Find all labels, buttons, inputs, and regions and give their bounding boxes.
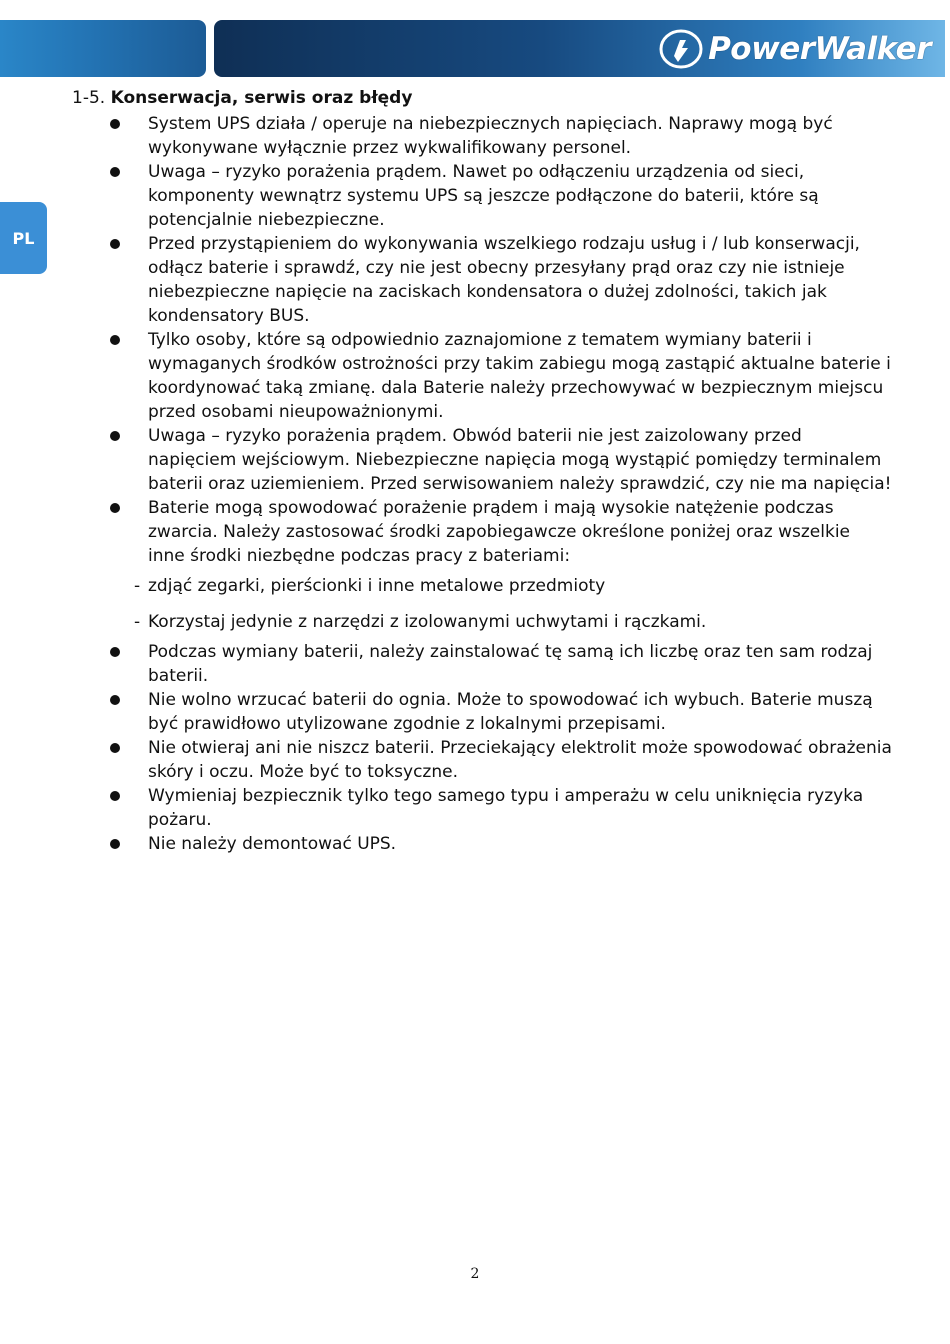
- section-number: 1-5.: [72, 88, 106, 108]
- list-item: [72, 328, 892, 424]
- list-item: [72, 784, 892, 832]
- list-item: [72, 496, 892, 568]
- header-right-bar: [214, 20, 945, 77]
- list-item: [72, 688, 892, 736]
- list-item-text: Przed przystąpieniem do wykonywania wszelkiego rodzaju usług i / lub konserwacji, odłącz baterie i sprawdź, czy nie jest obecny przesyłany prąd oraz czy nie istnieje niebezpieczne napięcie na zaciskach kondensatora o dużej zdolności, takich jak kondensatory BUS.: [148, 234, 860, 326]
- list-item: [72, 160, 892, 232]
- dash-list-item: [72, 574, 892, 598]
- list-item: [72, 232, 892, 328]
- list-item: [72, 640, 892, 688]
- bullet-dot-icon: [110, 743, 120, 753]
- bullet-dot-icon: [110, 431, 120, 441]
- bullet-dot-icon: [110, 791, 120, 801]
- bullet-dot-icon: [110, 647, 120, 657]
- bullet-dot-icon: [110, 839, 120, 849]
- page-number: 2: [470, 1266, 480, 1282]
- list-item-text: Wymieniaj bezpiecznik tylko tego samego typu i amperażu w celu uniknięcia ryzyka pożaru.: [148, 786, 864, 830]
- section-title: Konserwacja, serwis oraz błędy: [110, 88, 413, 108]
- bullet-dot-icon: [110, 167, 120, 177]
- list-item-text: Podczas wymiany baterii, należy zainstalować tę samą ich liczbę oraz ten sam rodzaj baterii.: [148, 642, 873, 686]
- language-tab: [0, 202, 47, 274]
- dash-item-text: zdjąć zegarki, pierścionki i inne metalowe przedmioty: [148, 576, 606, 596]
- list-item: [72, 736, 892, 784]
- brand-name: PowerWalker: [708, 31, 931, 67]
- header-left-bar: [0, 20, 206, 77]
- bullet-dot-icon: [110, 119, 120, 129]
- dash-marker: -: [134, 612, 141, 632]
- power-plug-logo-icon: [658, 26, 704, 72]
- dash-item-text: Korzystaj jedynie z narzędzi z izolowanymi uchwytami i rączkami.: [148, 612, 707, 632]
- list-item-text: Nie należy demontować UPS.: [148, 834, 397, 854]
- document-content: [72, 86, 892, 856]
- bullet-dot-icon: [110, 335, 120, 345]
- list-item-text: Uwaga – ryzyko porażenia prądem. Nawet po odłączeniu urządzenia od sieci, komponenty wewnątrz systemu UPS są jeszcze podłączone do baterii, które są potencjalnie niebezpieczne.: [148, 162, 819, 230]
- list-item: [72, 112, 892, 160]
- list-item: [72, 424, 892, 496]
- list-item-text: Tylko osoby, które są odpowiednio zaznajomione z tematem wymiany baterii i wymaganych środków ostrożności przy takim zabiegu mogą zastąpić aktualne baterie i koordynować taką zmianę. dala Baterie należy przechowywać w bezpiecznym miejscu przed osobami nieupoważnionymi.: [148, 330, 891, 422]
- bullet-list: [72, 112, 892, 568]
- bullet-dot-icon: [110, 695, 120, 705]
- bullet-dot-icon: [110, 503, 120, 513]
- list-item-text: System UPS działa / operuje na niebezpiecznych napięciach. Naprawy mogą być wykonywane wyłącznie przez wykwalifikowany personel.: [148, 114, 833, 158]
- section-heading: [72, 86, 892, 110]
- list-item-text: Nie otwieraj ani nie niszcz baterii. Przeciekający elektrolit może spowodować obrażenia skóry i oczu. Może być to toksyczne.: [148, 738, 892, 782]
- dash-list-item: [72, 610, 892, 634]
- bullet-list-continued: [72, 640, 892, 856]
- list-item-text: Baterie mogą spowodować porażenie prądem i mają wysokie natężenie podczas zwarcia. Należy zastosować środki zapobiegawcze określone poniżej oraz wszelkie inne środki niezbędne podczas pracy z bateriami:: [148, 498, 851, 566]
- list-item-text: Nie wolno wrzucać baterii do ognia. Może to spowodować ich wybuch. Baterie muszą być prawidłowo utylizowane zgodnie z lokalnymi przepisami.: [148, 690, 873, 734]
- dash-list: [72, 574, 892, 634]
- list-item: [72, 832, 892, 856]
- dash-marker: -: [134, 576, 141, 596]
- language-tab-label: PL: [12, 228, 35, 248]
- bullet-dot-icon: [110, 239, 120, 249]
- brand-logo: [658, 26, 931, 72]
- list-item-text: Uwaga – ryzyko porażenia prądem. Obwód baterii nie jest zaizolowany przed napięciem wejściowym. Niebezpieczne napięcia mogą wystąpić pomiędzy terminalem baterii oraz uziemieniem. Przed serwisowaniem należy sprawdzić, czy nie ma napięcia!: [148, 426, 892, 494]
